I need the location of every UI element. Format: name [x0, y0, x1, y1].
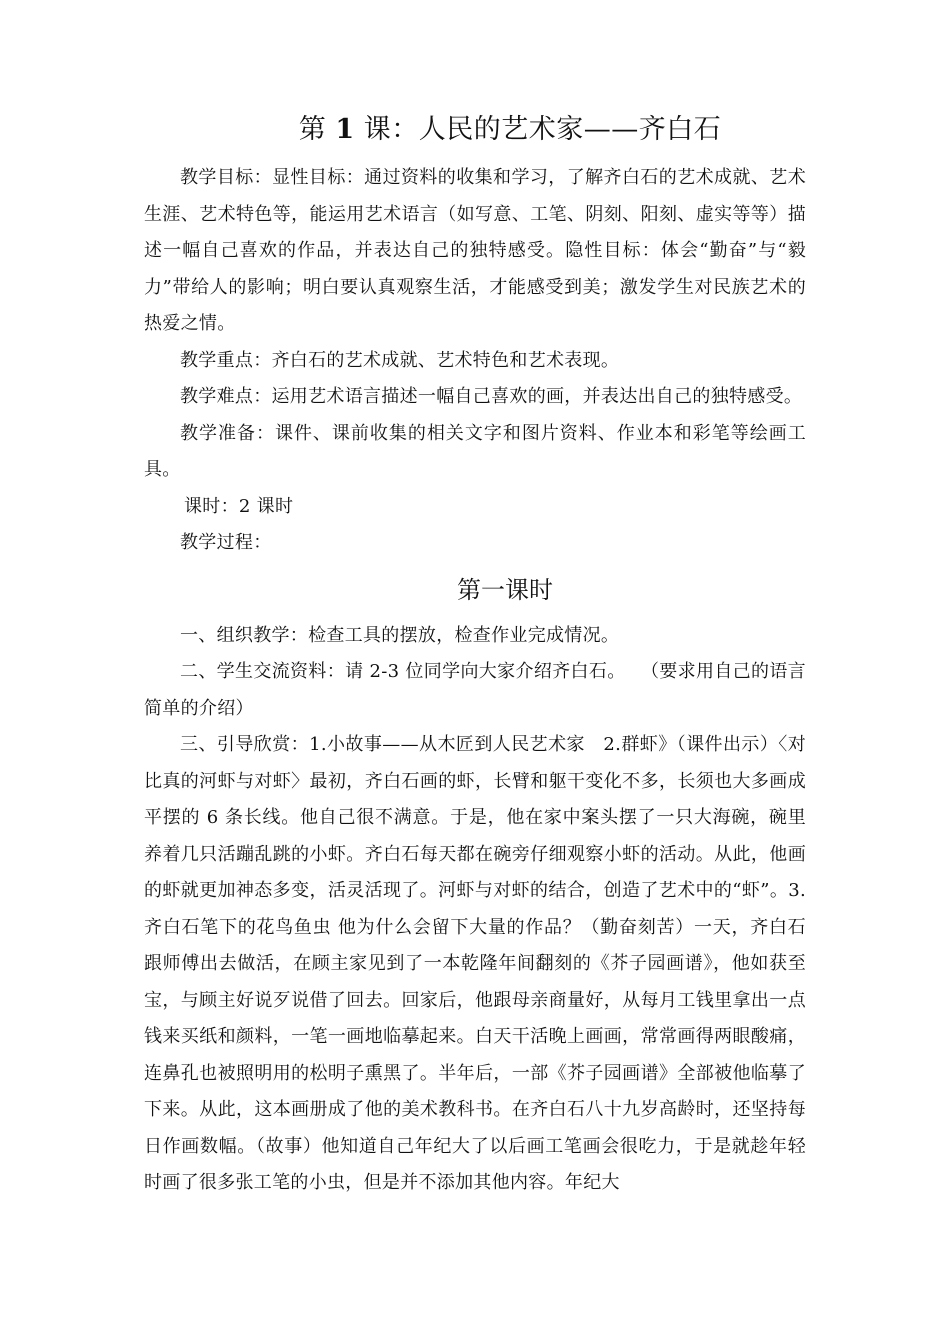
- paragraph-step-3: 三、引导欣赏：1.小故事——从木匠到人民艺术家 2.群虾》（课件出示）〈对比真的河虾与对虾〉最初，齐白石画的虾，长臂和躯干变化不多，长须也大多画成平摆的 6 条长线。他自己很不满意。于是，他在家中案头摆了一只大海碗，碗里养着几只活蹦乱跳的小虾。齐白石每天都在碗旁仔细观察小虾的活动。从此，他画的虾就更加神态多变，活灵活现了。河虾与对虾的结合，创造了艺术中的“虾”。3.齐白石笔下的花鸟鱼虫 他为什么会留下大量的作品？（勤奋刻苦）一天，齐白石跟师傅出去做活，在顾主家见到了一本乾隆年间翻刻的《芥子园画谱》，他如获至宝，与顾主好说歹说借了回去。回家后，他跟母亲商量好，从每月工钱里拿出一点钱来买纸和颜料，一笔一画地临摹起来。白天干活晚上画画，常常画得两眼酸痛，连鼻孔也被照明用的松明子熏黑了。半年后，一部《芥子园画谱》全部被他临摹了下来。从此，这本画册成了他的美术教科书。在齐白石八十九岁高龄时，还坚持每日作画数幅。（故事）他知道自己年纪大了以后画工笔画会很吃力，于是就趁年轻时画了很多张工笔的小虫，但是并不添加其他内容。年纪大: [144, 734, 806, 1193]
- paragraph-process: 教学过程：: [180, 532, 272, 553]
- title-prefix: 第: [298, 114, 327, 145]
- paragraph-difficult-points: 教学难点：运用艺术语言描述一幅自己喜欢的画，并表达出自己的独特感受。: [180, 386, 803, 407]
- paragraph-step-2: 二、学生交流资料：请 2-3 位同学向大家介绍齐白石。 （要求用自己的语言简单的介绍）: [144, 661, 806, 719]
- page-title: [144, 110, 806, 150]
- paragraph-class-hours: 课时：2 课时: [184, 495, 294, 517]
- title-suffix: 课：人民的艺术家——齐白石: [363, 114, 722, 145]
- document-page: [144, 110, 806, 1202]
- paragraph-teaching-goals: 教学目标：显性目标：通过资料的收集和学习，了解齐白石的艺术成就、艺术生涯、艺术特色等，能运用艺术语言（如写意、工笔、阴刻、阳刻、虚实等等）描述一幅自己喜欢的作品，并表达自己的独特感受。隐性目标：体会“勤奋”与“毅力”带给人的影响；明白要认真观察生活，才能感受到美；激发学生对民族艺术的热爱之情。: [144, 167, 806, 334]
- paragraph-preparation: 教学准备：课件、课前收集的相关文字和图片资料、作业本和彩笔等绘画工具。: [144, 422, 806, 480]
- title-number: 1: [335, 114, 355, 145]
- paragraph-key-points: 教学重点：齐白石的艺术成就、艺术特色和艺术表现。: [180, 349, 620, 371]
- paragraph-step-1: 一、组织教学：检查工具的摆放，检查作业完成情况。: [180, 624, 620, 646]
- section-title: 第一课时: [457, 575, 553, 604]
